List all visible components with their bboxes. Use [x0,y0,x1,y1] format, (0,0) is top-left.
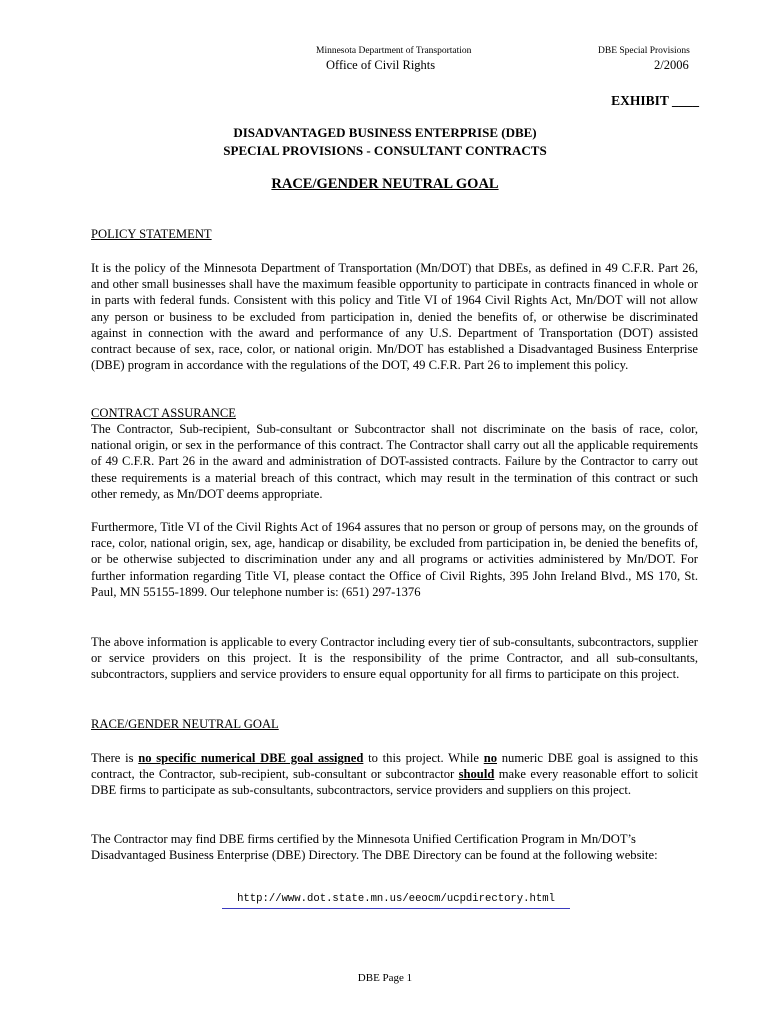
goal-text-4: make every reasonable effort to solicit DBE firms to participate as sub-consultants, subcontractors, service providers and suppliers on this project. [91,767,698,798]
exhibit-label: EXHIBIT ____ [611,93,699,108]
policy-heading: POLICY STATEMENT [91,227,212,241]
page-footer: DBE Page 1 [357,972,413,984]
applicability-paragraph: The above information is applicable to every Contractor including every tier of sub-consultants, subcontractors, supplier or service providers on this project. It is the responsibility of the prime Contractor, and all sub-consultants, subcontractors, suppliers and service providers to ensure equal opportunity for all firms to participate on this project. [91,635,698,682]
goal-paragraph [91,750,698,799]
assurance-paragraph: The Contractor, Sub-recipient, Sub-consultant or Subcontractor shall not discriminate on the basis of race, color, national origin, or sex in the performance of this contract. The Contractor shall carry out all the applicable requirements of 49 C.F.R. Part 26 in the award and administration of DOT-assisted contracts. Failure by the Contractor to carry out these requirements is a material breach of this contract, which may result in the termination of this contract or such other remedy, as Mn/DOT deems appropriate. [91,422,698,501]
goal-text-2: to this project. While [363,751,484,765]
goal-emphasis-no-specific-goal: no specific numerical DBE goal assigned [138,751,364,765]
header-provisions: DBE Special Provisions [598,46,690,56]
goal-emphasis-should: should [458,767,495,782]
assurance-heading: CONTRACT ASSURANCE [91,406,236,420]
title-line-1: DISADVANTAGED BUSINESS ENTERPRISE (DBE) [233,125,537,140]
header-organization: Minnesota Department of Transportation [316,46,472,56]
title-line-2: SPECIAL PROVISIONS - CONSULTANT CONTRACTS [223,143,547,158]
directory-link[interactable]: http://www.dot.state.mn.us/eeocm/ucpdirectory.html [222,893,570,909]
title-vi-paragraph: Furthermore, Title VI of the Civil Rights Act of 1964 assures that no person or group of persons may, on the grounds of race, color, national origin, sex, age, handicap or disability, be excluded from participation in, be denied the benefits of, or be otherwise subjected to discrimination under any and all programs or activities administered by Mn/DOT. For further information regarding Title VI, please contact the Office of Civil Rights, 395 John Ireland Blvd., MS 170, St. Paul, MN 55155-1899. Our telephone number is: (651) 297-1376 [91,520,698,599]
goal-emphasis-no: no [483,751,498,765]
policy-paragraph: It is the policy of the Minnesota Department of Transportation (Mn/DOT) that DBEs, as defined in 49 C.F.R. Part 26, and other small businesses shall have the maximum feasible opportunity to participate in contracts financed in whole or in parts with federal funds. Consistent with this policy and Title VI of 1964 Civil Rights Act, Mn/DOT will not allow any person or business to be excluded from participation in, denied the benefits of, or otherwise be discriminated against in connection with the award and performance of any U.S. Department of Transportation (DOT) assisted contract because of sex, race, color, or national origin. Mn/DOT has established a Disadvantaged Business Enterprise (DBE) program in accordance with the regulations of the DOT, 49 C.F.R. Part 26 to implement this policy. [91,261,698,373]
document-title [0,124,770,160]
goal-text-1: There is [91,751,139,765]
goal-heading: RACE/GENDER NEUTRAL GOAL [91,717,279,731]
header-date: 2/2006 [654,58,689,72]
main-heading: RACE/GENDER NEUTRAL GOAL [271,176,499,192]
directory-paragraph: The Contractor may find DBE firms certified by the Minnesota Unified Certification Program in Mn/DOT’s Disadvantaged Business Enterprise (DBE) Directory. The DBE Directory can be found at the following website: [91,832,658,863]
header-office: Office of Civil Rights [326,58,436,72]
goal-text-3: numeric DBE goal is assigned to this contract, the Contractor, sub-recipient, sub-consultant or subcontractor [91,751,699,782]
